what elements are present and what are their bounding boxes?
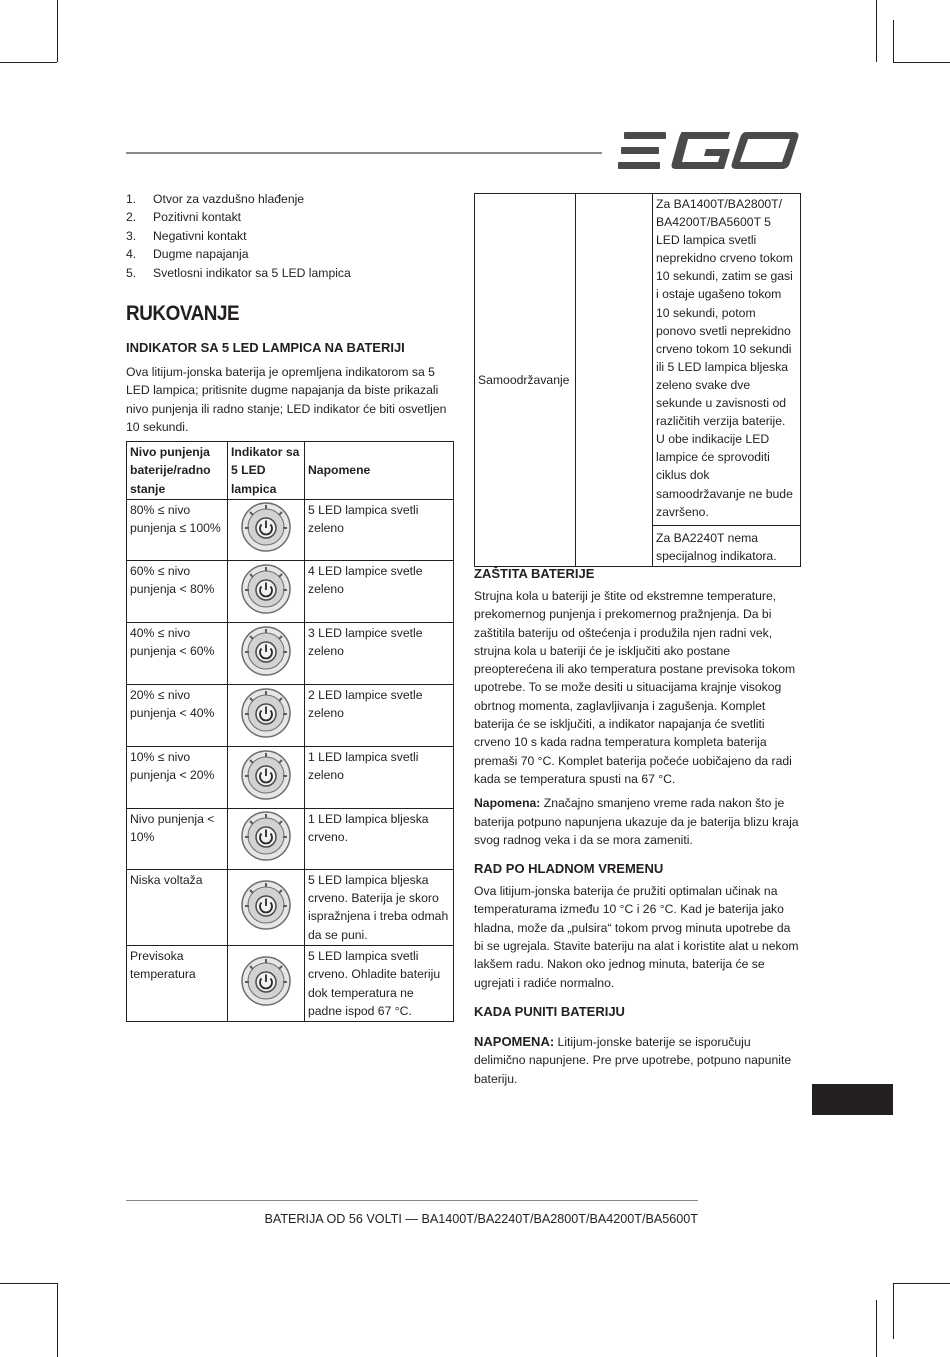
- list-label: Negativni kontakt: [153, 228, 247, 243]
- footer-rule: [126, 1200, 698, 1201]
- led-indicator-3-icon: [240, 625, 292, 677]
- list-item: [126, 245, 454, 263]
- note-cell: 3 LED lampice svetle zeleno: [305, 622, 454, 684]
- state-cell: Nivo punjenja < 10%: [127, 808, 228, 869]
- crop-mark: [893, 20, 894, 62]
- right-column: [474, 566, 801, 1088]
- cold-text: Ova litijum-jonska baterija će pružiti optimalan učinak na temperaturama između 10 °C i 26 °C. Kad je baterija jako hladna, može da „pulsira“ tokom prvog minuta upotrebe da bi se ugrejala. Stavite bateriju na alat i koristite alat u nekom lakšem radu. Nakon oko jednog minuta, baterija će se ugrejati i radiće normalno.: [474, 884, 799, 990]
- footer-title: BATERIJA OD 56 VOLTI — BA1400T/BA2240T/BA2800T/BA4200T/BA5600T: [264, 1212, 698, 1226]
- icon-cell: [228, 499, 305, 560]
- led-indicator-1-icon: [240, 749, 292, 801]
- state-cell: 40% ≤ nivo punjenja < 60%: [127, 622, 228, 684]
- led-indicator-off-icon: [240, 879, 292, 931]
- table-row: [127, 808, 454, 869]
- icon-cell: [228, 869, 305, 945]
- icon-cell: [228, 622, 305, 684]
- language-tab-marker: [812, 1084, 893, 1115]
- state-cell: 20% ≤ nivo punjenja < 40%: [127, 684, 228, 746]
- list-item: [126, 227, 454, 245]
- note-text: Značajno smanjeno vreme rada nakon što je baterija potpuno napunjena ukazuje da je baterija blizu kraja svog radnog veka i da se mora zameniti.: [474, 796, 799, 847]
- maintenance-mode-cell: Samoodržavanje: [475, 194, 576, 567]
- list-item: [126, 208, 454, 226]
- maintenance-note-a: Za BA1400T/BA2800T/ BA4200T/BA5600T 5 LED lampica svetli neprekidno crveno tokom 10 sekundi, zatim se gasi i ostaje ugašeno tokom 10 sekundi, potom ponovo svetli neprekidno crveno tokom 10 sekundi ili 5 LED lampica bljeska zeleno svake dve sekunde u zavisnosti od različitih verzija baterije. U obe indikacije LED lampice će sprovoditi ciklus dok samoodržavanje ne bude završeno.: [656, 197, 793, 519]
- parts-list: [126, 190, 454, 282]
- list-number: 2.: [126, 210, 137, 225]
- state-cell: 60% ≤ nivo punjenja < 80%: [127, 560, 228, 622]
- list-number: 1.: [126, 192, 137, 206]
- list-number: 3.: [126, 228, 137, 243]
- led-indicator-4-icon: [240, 563, 292, 615]
- ego-logo: [618, 130, 800, 172]
- crop-mark: [893, 1283, 950, 1284]
- list-label: Dugme napajanja: [153, 247, 249, 262]
- crop-mark: [893, 62, 950, 63]
- icon-cell: [228, 560, 305, 622]
- state-cell: 80% ≤ nivo punjenja ≤ 100%: [127, 499, 228, 560]
- state-cell: Previsoka temperatura: [127, 946, 228, 1022]
- section-title: RUKOVANJE: [126, 302, 240, 326]
- header-notes: Napomene: [305, 442, 454, 500]
- icon-cell: [228, 808, 305, 869]
- crop-mark: [893, 1283, 894, 1339]
- led-indicator-5-icon: [240, 501, 292, 553]
- header-state: Nivo punjenja baterije/radno stanje: [127, 442, 228, 500]
- note-text: Litijum-jonske baterije se isporučuju delimično napunjene. Pre prve upotrebe, potpuno napunite bateriju.: [474, 1034, 792, 1086]
- list-number: 5.: [126, 265, 137, 280]
- icon-cell: [228, 946, 305, 1022]
- crop-mark: [0, 62, 57, 63]
- protection-heading: ZAŠTITA BATERIJE: [474, 566, 595, 581]
- crop-mark: [57, 1283, 58, 1357]
- charging-heading: KADA PUNITI BATERIJU: [474, 1003, 625, 1019]
- list-item: [126, 264, 454, 282]
- maintenance-note-b: Za BA2240T nema specijalnog indikatora.: [653, 525, 800, 565]
- table-row: [127, 946, 454, 1022]
- note-cell: 5 LED lampica svetli zeleno: [305, 499, 454, 560]
- list-label: Svetlosni indikator sa 5 LED lampica: [153, 265, 351, 280]
- led-indicator-red-icon: [240, 955, 292, 1007]
- protection-note: [474, 794, 801, 849]
- indicator-intro: Ova litijum-jonska baterija je opremljena indikatorom sa 5 LED lampica; pritisnite dugme napajanja da biste prikazali nivo punjenja ili radno stanje; LED indikator će biti osvetljen 10 sekundi.: [126, 365, 447, 434]
- list-number: 4.: [126, 247, 137, 262]
- table-row: [127, 499, 454, 560]
- maintenance-note-cell: [653, 194, 801, 567]
- maintenance-table: [474, 193, 801, 567]
- table-row: [127, 560, 454, 622]
- note-cell: 1 LED lampica bljeska crveno.: [305, 808, 454, 869]
- table-row: [475, 194, 801, 567]
- header-indicator: Indikator sa 5 LED lampica: [228, 442, 305, 500]
- note-label: Napomena:: [474, 796, 541, 811]
- led-indicator-table: [126, 441, 454, 1022]
- protection-text: Strujna kola u bateriji je štite od ekstremne temperature, prekomernog punjenja i prekomernog pražnjenja. Da bi zaštitila bateriju od oštećenja i produžila njen radni vek, strujna kola u bateriji će je isključiti ako postane preopterećena ili ako temperatura postane previsoka tokom upotrebe. To se može desiti u situacijama krajnje visokog obrtnog momenta, zaglavljivanja i zagušenja. Komplet baterija će se isključiti, a indikator napajanja će svetliti crveno 10 s kada radna temperatura kompleta baterija premaši 70 °C. Komplet baterija počeće uobičajeno da radi kada se temperatura spusti na 67 °C.: [474, 589, 796, 786]
- left-column: [126, 190, 454, 436]
- note-cell: 5 LED lampica bljeska crveno. Baterija je skoro ispražnjena i treba odmah da se puni.: [305, 869, 454, 945]
- state-cell: Niska voltaža: [127, 869, 228, 945]
- header-rule: [126, 152, 602, 154]
- note-cell: 2 LED lampice svetle zeleno: [305, 684, 454, 746]
- note-label: NAPOMENA:: [474, 1033, 555, 1049]
- state-cell: 10% ≤ nivo punjenja < 20%: [127, 746, 228, 808]
- table-row: [127, 869, 454, 945]
- crop-mark: [57, 0, 58, 62]
- icon-cell: [228, 684, 305, 746]
- crop-mark: [876, 1300, 877, 1357]
- table-row: [127, 746, 454, 808]
- note-cell: 5 LED lampica svetli crveno. Ohladite bateriju dok temperatura ne padne ispod 67 °C.: [305, 946, 454, 1022]
- led-indicator-blink-icon: [240, 810, 292, 862]
- empty-indicator-cell: [576, 194, 653, 567]
- indicator-heading: INDIKATOR SA 5 LED LAMPICA NA BATERIJI: [126, 340, 405, 356]
- list-label: Otvor za vazdušno hlađenje: [153, 192, 305, 206]
- crop-mark: [0, 1283, 57, 1284]
- list-label: Pozitivni kontakt: [153, 210, 242, 225]
- table-row: [127, 622, 454, 684]
- icon-cell: [228, 746, 305, 808]
- table-row: [127, 684, 454, 746]
- list-item: [126, 190, 454, 208]
- cold-heading: RAD PO HLADNOM VREMENU: [474, 861, 664, 877]
- crop-mark: [876, 0, 877, 62]
- charging-note: [474, 1033, 801, 1088]
- note-cell: 4 LED lampice svetle zeleno: [305, 560, 454, 622]
- table-header-row: [127, 442, 454, 500]
- led-indicator-2-icon: [240, 687, 292, 739]
- note-cell: 1 LED lampica svetli zeleno: [305, 746, 454, 808]
